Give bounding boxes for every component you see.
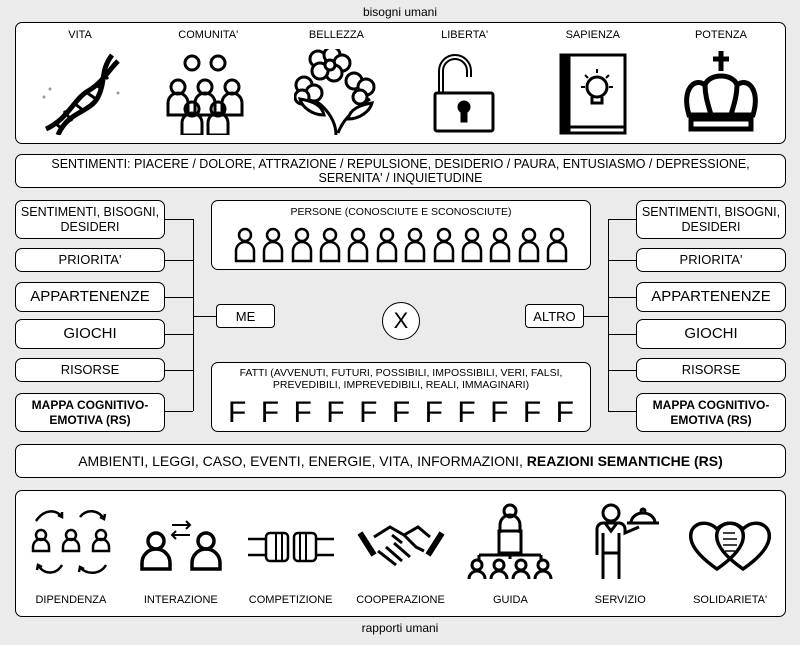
me-connector <box>193 316 216 317</box>
right-connector <box>608 334 636 335</box>
need-bellezza <box>272 23 400 143</box>
right-item-label: GIOCHI <box>684 325 738 342</box>
right-connector <box>608 411 636 412</box>
person-icon <box>376 227 398 263</box>
environment-bold: REAZIONI SEMANTICHE (RS) <box>526 453 723 469</box>
right-item-priorita <box>636 248 786 272</box>
fist-bump-icon <box>246 503 336 581</box>
relations-panel <box>15 490 786 617</box>
waiter-icon <box>575 503 665 581</box>
need-potenza <box>657 23 785 143</box>
relation-label: SOLIDARIETA' <box>693 594 768 606</box>
left-item-label: RISORSE <box>60 362 120 377</box>
fact-letter: F <box>293 396 312 429</box>
right-item-label: RISORSE <box>681 362 741 377</box>
left-connector <box>165 411 193 412</box>
fact-letter: F <box>260 396 280 429</box>
needs-panel <box>15 22 786 144</box>
left-item-risorse <box>15 358 165 382</box>
altro-box <box>525 304 584 328</box>
facts-title: FATTI (AVVENUTI, FUTURI, POSSIBILI, IMPOSSIBILI, VERI, FALSI, PREVEDIBILI, IMPREVEDIBILI, REALI, IMMAGINARI) <box>239 367 563 391</box>
left-item-label: SENTIMENTI, BISOGNI, DESIDERI <box>20 204 160 234</box>
person-icon <box>461 227 483 263</box>
people-title: PERSONE (CONOSCIUTE E SCONOSCIUTE) <box>290 206 512 218</box>
group-icon <box>166 49 250 135</box>
facts-box <box>211 362 591 432</box>
person-icon <box>347 227 369 263</box>
people-box <box>211 200 591 270</box>
left-item-label: GIOCHI <box>63 325 117 342</box>
facts-row <box>228 397 574 429</box>
leader-podium-icon <box>465 503 555 581</box>
relation-label: COOPERAZIONE <box>356 594 445 606</box>
person-icon <box>319 227 341 263</box>
environment-bar <box>15 444 786 478</box>
left-connector <box>165 297 193 298</box>
right-connector <box>608 297 636 298</box>
interaction-icon <box>136 503 226 581</box>
x-circle <box>382 302 420 340</box>
left-connector <box>165 334 193 335</box>
fact-letter: F <box>457 396 476 429</box>
need-vita <box>16 23 144 143</box>
fact-letter: F <box>555 396 574 429</box>
need-label: BELLEZZA <box>308 29 364 41</box>
left-connector <box>165 260 193 261</box>
right-item-label: PRIORITA' <box>679 252 743 267</box>
left-item-mappa <box>15 393 165 432</box>
relation-label: DIPENDENZA <box>35 594 107 606</box>
left-item-giochi <box>15 319 165 349</box>
feelings-text: SENTIMENTI: PIACERE / DOLORE, ATTRAZIONE / REPULSIONE, DESIDERIO / PAURA, ENTUSIASMO / DEPRESSIONE, SERENITA' / INQUIETUDINE <box>51 157 750 185</box>
needs-caption: bisogni umani <box>362 5 438 19</box>
relation-interazione <box>126 491 236 616</box>
open-padlock-icon <box>423 49 507 135</box>
left-connector <box>165 219 193 220</box>
me-box <box>216 304 275 328</box>
x-label: X <box>393 308 409 333</box>
fact-letter: F <box>391 396 411 429</box>
relation-label: INTERAZIONE <box>143 594 218 606</box>
relation-label: GUIDA <box>492 594 528 606</box>
right-item-giochi <box>636 319 786 349</box>
dna-icon <box>38 49 122 135</box>
person-icon <box>433 227 455 263</box>
person-icon <box>234 227 256 263</box>
fact-letter: F <box>228 396 247 429</box>
dependency-cycle-icon <box>26 503 116 581</box>
need-label: VITA <box>68 29 92 41</box>
crown-icon <box>679 49 763 135</box>
fact-letter: F <box>359 396 378 429</box>
altro-label: ALTRO <box>533 308 576 324</box>
right-item-label: SENTIMENTI, BISOGNI, DESIDERI <box>641 204 781 234</box>
need-liberta <box>401 23 529 143</box>
left-item-label: PRIORITA' <box>58 252 122 267</box>
need-label: POTENZA <box>694 29 747 41</box>
relation-label: SERVIZIO <box>594 594 646 606</box>
feelings-bar <box>15 154 786 188</box>
left-item-priorita <box>15 248 165 272</box>
relation-servizio <box>565 491 675 616</box>
people-row <box>234 227 568 263</box>
relation-solidarieta <box>675 491 785 616</box>
right-connector <box>608 219 636 220</box>
environment-text: AMBIENTI, LEGGI, CASO, EVENTI, ENERGIE, VITA, INFORMAZIONI, <box>78 453 523 469</box>
person-icon <box>404 227 426 263</box>
handshake-icon <box>356 503 446 581</box>
right-item-risorse <box>636 358 786 382</box>
left-item-appartenenze <box>15 282 165 312</box>
right-item-sentimenti <box>636 200 786 239</box>
person-icon <box>489 227 511 263</box>
relation-competizione <box>236 491 346 616</box>
person-icon <box>262 227 284 263</box>
fact-letter: F <box>490 396 509 429</box>
me-label: ME <box>235 308 256 324</box>
right-bus-line <box>608 219 609 411</box>
right-item-mappa <box>636 393 786 432</box>
right-connector <box>608 260 636 261</box>
linked-hearts-icon <box>685 503 775 581</box>
need-comunita <box>144 23 272 143</box>
right-item-label: APPARTENENZE <box>651 288 771 305</box>
left-connector <box>165 370 193 371</box>
relation-cooperazione <box>346 491 456 616</box>
relation-guida <box>455 491 565 616</box>
altro-connector <box>584 316 608 317</box>
fact-letter: F <box>326 396 345 429</box>
need-label: LIBERTA' <box>441 29 489 41</box>
book-lightbulb-icon <box>551 49 635 135</box>
person-icon <box>518 227 540 263</box>
person-icon <box>546 227 568 263</box>
left-bus-line <box>193 219 194 411</box>
flower-icon <box>294 49 378 135</box>
relation-dipendenza <box>16 491 126 616</box>
person-icon <box>291 227 313 263</box>
relations-caption: rapporti umani <box>361 621 439 635</box>
relation-label: COMPETIZIONE <box>248 594 333 606</box>
need-label: SAPIENZA <box>565 29 620 41</box>
right-connector <box>608 370 636 371</box>
fact-letter: F <box>424 396 443 429</box>
right-item-label: MAPPA COGNITIVO-EMOTIVA (RS) <box>652 397 770 427</box>
need-label: COMUNITA' <box>178 29 239 41</box>
left-item-label: MAPPA COGNITIVO-EMOTIVA (RS) <box>31 397 149 427</box>
right-item-appartenenze <box>636 282 786 312</box>
fact-letter: F <box>522 396 542 429</box>
left-item-sentimenti <box>15 200 165 239</box>
need-sapienza <box>529 23 657 143</box>
left-item-label: APPARTENENZE <box>30 288 150 305</box>
